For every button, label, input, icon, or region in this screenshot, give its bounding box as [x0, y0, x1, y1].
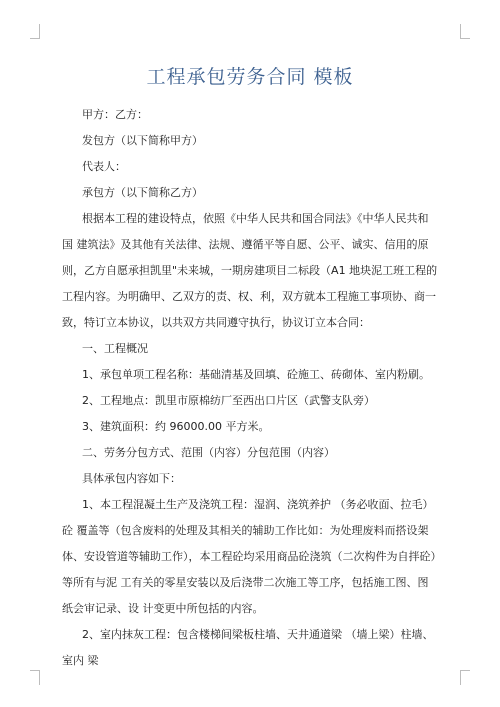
scope-intro: 具体承包内容如下： — [82, 472, 181, 485]
overview-item-3: 3、建筑面积：约 96000.00 平方米。 — [82, 420, 270, 433]
scope-item-1: 1、本工程混凝土生产及浇筑工程：湿润、浇筑养护 （务必收面、拉毛）砼 覆盖等（包含废料的处理及其相关的辅助工作比如：为处理废料而搭设架体、安设管道等辅助工作），本工程砼均采用商品砼浇筑（二次构件为自拌砼）等所有与泥 工有关的零星安装以及后浇带二次施工等工序，包括施工图、图纸会审记录、设 计变更中所包括的内容。 — [62, 498, 436, 615]
page-corner-mark-bottom-left — [30, 670, 40, 685]
preamble-paragraph: 根据本工程的建设特点，依照《中华人民共和国合同法》《中华人民共和国 建筑法》及其他有关法律、法规、遵循平等自愿、公平、诚实、信用的原则，乙方自愿承担凯里"未来城，一期房建项目二标段（A1 地块泥工班工程的工程内容。为明确甲、乙双方的责、权、利，双方就本工程施工事项协、商一致，特订立本协议，以共双方共同遵守执行，协议订立本合同： — [62, 212, 438, 329]
employer-line: 发包方（以下简称甲方） — [82, 134, 203, 147]
contractor-line: 承包方（以下简称乙方） — [82, 186, 203, 199]
overview-item-2: 2、工程地点：凯里市原棉纺厂至西出口片区（武警支队旁） — [82, 394, 375, 407]
document-body — [62, 102, 438, 674]
representative-line: 代表人： — [82, 160, 126, 173]
section-heading-overview: 一、工程概况 — [82, 342, 148, 355]
scope-item-2: 2、室内抹灰工程：包含楼梯间梁板柱墙、天井通道梁 （墙上梁）柱墙、室内 梁 — [62, 628, 434, 667]
overview-item-1: 1、承包单项工程名称：基础清基及回填、砼施工、砖砌体、室内粉刷。 — [82, 368, 430, 381]
page-corner-mark-top-right — [460, 24, 470, 39]
party-line: 甲方：乙方： — [82, 108, 148, 121]
section-heading-scope: 二、劳务分包方式、范围（内容）分包范围（内容） — [82, 446, 335, 459]
page-corner-mark-bottom-right — [460, 670, 470, 685]
page-corner-mark-top-left — [30, 24, 40, 39]
document-title: 工程承包劳务合同 模板 — [146, 66, 354, 88]
